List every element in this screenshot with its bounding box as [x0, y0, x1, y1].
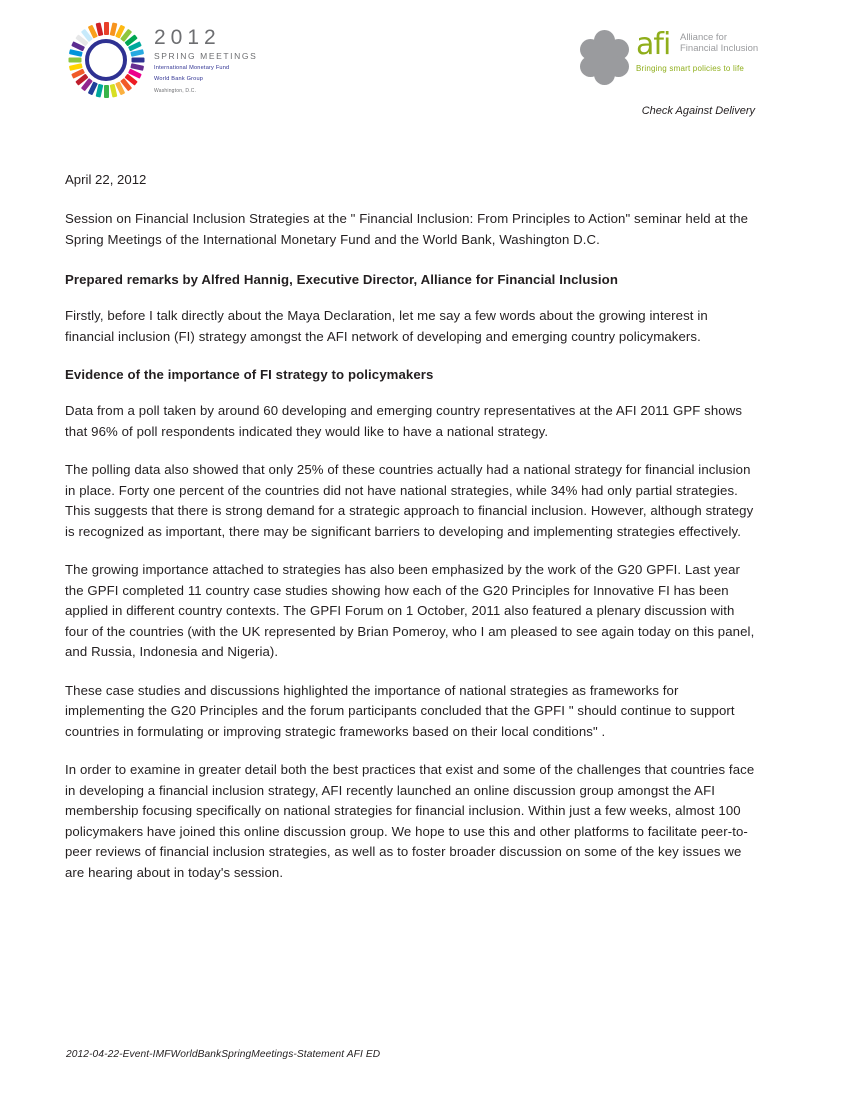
document-body: [65, 172, 755, 901]
afi-title-line1: Alliance for: [680, 32, 727, 43]
spring-meetings-logo: [68, 22, 268, 100]
byline: Prepared remarks by Alfred Hannig, Executive Director, Alliance for Financial Inclusion: [65, 272, 618, 287]
logo-event: SPRING MEETINGS: [154, 51, 258, 61]
afi-wordmark: afi: [636, 27, 671, 62]
ring-segment: [104, 85, 109, 98]
paragraph-2: Data from a poll taken by around 60 developing and emerging country representatives at the AFI 2011 GPF shows that 96% of poll respondents indicated they would like to have a national strategy.: [65, 403, 743, 439]
afi-tagline: Bringing smart policies to life: [636, 64, 745, 73]
logo-year: 2012: [154, 26, 221, 49]
paragraph-3: The polling data also showed that only 25% of these countries actually had a national strategy for financial inclusion in place. Forty one percent of the countries did not have national strategies, while 34% had only partial strategies. This suggests that there is strong demand for a strategic approach to financial inclusion. However, although strategy is recognized as important, there may be significant barriers to developing and implementing strategies effectively.: [65, 462, 754, 539]
spring-meetings-ring-icon: [68, 22, 144, 98]
ring-segment: [131, 58, 144, 63]
logo-org-imf: International Monetary Fund: [154, 65, 230, 71]
document-footer: 2012-04-22-Event-IMFWorldBankSpringMeetings-Statement AFI ED: [66, 1049, 381, 1060]
paragraph-5: These case studies and discussions highlighted the importance of national strategies as frameworks for implementing the G20 Principles and the forum participants concluded that the GPFI " should continue to support countries in formulating or improving strategic frameworks based on their local conditions" .: [65, 682, 735, 739]
paragraph-4: The growing importance attached to strategies has also been emphasized by the work of the G20 GPFI. Last year the GPFI completed 11 country case studies showing how each of the G20 Principles for Innovative FI has been applied in different country contexts. The GPFI Forum on 1 October, 2011 also featured a plenary discussion with four of the countries (with the UK represented by Brian Pomeroy, who I am pleased to see again today on this panel, and Russia, Indonesia and Nigeria).: [65, 562, 755, 659]
session-description: Session on Financial Inclusion Strategies at the " Financial Inclusion: From Principles to Action" seminar held at the Spring Meetings of the International Monetary Fund and the World Bank, Washington D.C.: [65, 211, 749, 247]
ring-segment: [104, 22, 109, 35]
afi-title-line2: Financial Inclusion: [680, 43, 759, 54]
paragraph-1: Firstly, before I talk directly about the Maya Declaration, let me say a few words about the growing interest in financial inclusion (FI) strategy amongst the AFI network of developing and emerging country policymakers.: [65, 308, 708, 344]
ring-inner-circle: [85, 39, 127, 81]
afi-logo: [578, 28, 768, 86]
section-heading-evidence: Evidence of the importance of FI strategy to policymakers: [65, 367, 434, 382]
check-against-delivery-note: Check Against Delivery: [641, 105, 755, 117]
logo-location: Washington, D.C.: [154, 87, 197, 94]
spring-meetings-logo-text: [154, 26, 274, 95]
page-header: [0, 0, 850, 130]
afi-cluster-icon: [578, 30, 634, 80]
ring-segment: [68, 58, 81, 63]
document-date: April 22, 2012: [65, 172, 147, 187]
logo-org-wbg: World Bank Group: [154, 76, 204, 83]
paragraph-6: In order to examine in greater detail both the best practices that exist and some of the challenges that countries face in developing a financial inclusion strategy, AFI recently launched an online discussion group amongst the AFI membership focusing specifically on national strategies for financial inclusion. Within just a few weeks, almost 100 policymakers have joined this online discussion group. We hope to use this and other platforms to facilitate peer-to-peer reviews of financial inclusion strategies, as well as to foster broader discussion on some of the key issues we are hearing about in today's session.: [65, 762, 755, 880]
